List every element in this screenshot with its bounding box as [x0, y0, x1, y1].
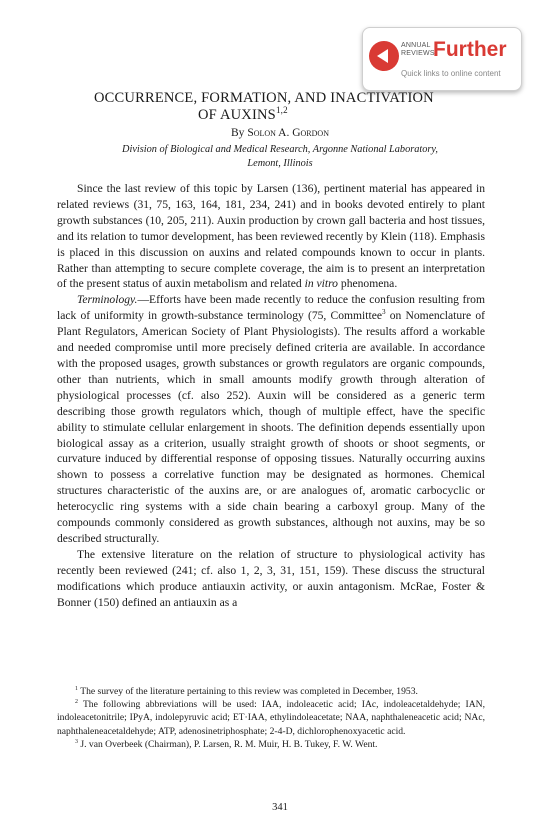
- badge-reviews-label: REVIEWS: [401, 50, 435, 57]
- footnote-3-number: 3: [75, 738, 78, 745]
- affiliation-line-2: Lemont, Illinois: [247, 158, 313, 169]
- title-footnote-marks: 1,2: [275, 105, 288, 116]
- paragraph-1-text: Since the last review of this topic by Larsen (136), pertinent material has appeared in related reviews (31, 75, 163, 164, 181, 234, 241) and in books devoted entirely to plant growth substances (10, 205, 211). Auxin production by crown gall bacteria and host tissues, and its relation to tumor development, has been reviewed recently by Klein (118). Emphasis is placed in this discussion on auxins and related compounds known to occur in plants. Rather than attempting to secure complete coverage, the aim is to present an interpretation of the present status of auxin metabolism and related: [57, 182, 485, 291]
- badge-annual-label: ANNUAL: [401, 42, 431, 49]
- byline: [0, 127, 560, 139]
- footnote-3: [57, 738, 485, 751]
- footnote-3-text: J. van Overbeek (Chairman), P. Larsen, R. M. Muir, H. B. Tukey, F. W. Went.: [80, 738, 378, 750]
- footnote-mark-3: 3: [382, 308, 386, 317]
- footnotes: [57, 685, 485, 751]
- footnote-2-number: 2: [75, 699, 78, 706]
- footnote-2: [57, 698, 485, 738]
- article-title-line-2: [198, 106, 288, 124]
- page-number: 341: [272, 802, 288, 813]
- paragraph-1-end: phenomena.: [340, 277, 398, 291]
- terminology-heading: Terminology.: [77, 293, 138, 307]
- body-paragraph-1: [57, 181, 485, 292]
- article-title-line-2-text: OF AUXINS: [198, 107, 276, 123]
- footnote-2-text: The following abbreviations will be used: IAA, indoleacetic acid; IAc, indoleacetaldehyde; IAN, indoleacetonitrile; IPyA, indolepyruvic acid; ET·IAA, ethylindoleacetate; NAA, naphthaleneacetic acid; NAc, naphthaleneacetaldehyde; ATP, adenosinetriphosphate; 2-4-D, dichlorophenoxyacetic acid.: [57, 699, 485, 737]
- badge-further-label[interactable]: Further: [433, 38, 507, 61]
- back-arrow-circle-icon[interactable]: [369, 41, 399, 71]
- paragraph-2-text-b: on Nomenclature of Plant Regulators, American Society of Plant Physiologists). The results afford a workable and needed compromise until more precisely defined criteria are available. In accordance with the proposed usages, growth substances or growth regulators are organic compounds, other than nutrients, which in small amounts modify growth through alteration of physiological processes (cf. also 252). Auxin will be considered as a generic term describing those growth regulators which, though of multiple effect, have the specific ability to stimulate cellular enlargement in shoots. The definition depends essentially upon biological assay as a criterion, usually straight growth of shoots or shoot segments, or curvature induced by differential response of opposing tissues. Naturally occurring auxins shown to possess a correlative function may be designated as hormones. Chemical structures characteristic of the auxins are, or are analogues of, aromatic carbocyclic or heterocyclic ring systems with a side chain bearing a carboxyl group. Many of the compounds commonly considered as growth substances, although not auxins, may be so described structurally.: [57, 309, 485, 545]
- footnote-1-number: 1: [75, 685, 78, 692]
- annual-reviews-further-badge[interactable]: [362, 27, 522, 91]
- article-body: [57, 181, 485, 610]
- paragraph-2-text-a: —Efforts have been made recently to reduce the confusion resulting from lack of uniformity in growth-substance terminology (75, Committee: [57, 293, 485, 323]
- body-paragraph-2: [57, 292, 485, 547]
- footnote-1-text: The survey of the literature pertaining to this review was completed in December, 1953.: [80, 686, 418, 697]
- author-name: Solon A. Gordon: [247, 127, 329, 139]
- footnote-1: [57, 685, 485, 698]
- badge-tagline[interactable]: Quick links to online content: [401, 69, 501, 78]
- article-title-line-1: OCCURRENCE, FORMATION, AND INACTIVATION: [94, 90, 434, 106]
- body-paragraph-3: The extensive literature on the relation of structure to physiological activity has recently been reviewed (241; cf. also 1, 2, 3, 31, 151, 159). These discuss the structural modifications which produce antiauxin activity, or auxin antagonism. McRae, Foster & Bonner (150) defined an antiauxin as a: [57, 547, 485, 609]
- affiliation-line-1: Division of Biological and Medical Research, Argonne National Laboratory,: [122, 144, 438, 155]
- in-vitro-italic: in vitro: [304, 277, 338, 291]
- byline-prefix: By: [231, 127, 245, 139]
